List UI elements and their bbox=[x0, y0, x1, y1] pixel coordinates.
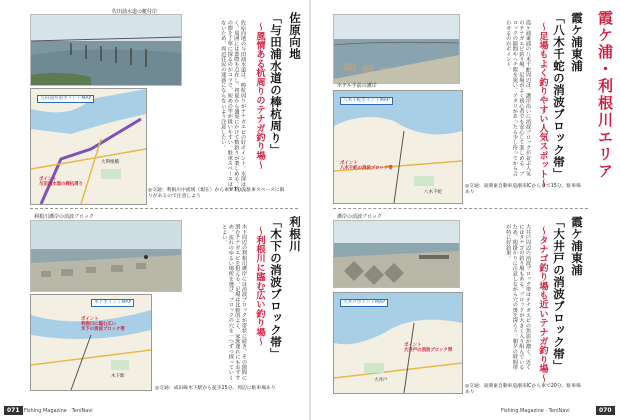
map-yagi-place: 八木千蛇 bbox=[424, 190, 442, 195]
sec1-right-subtitle: ～足場もよく釣りやすい人気スポット～ bbox=[537, 22, 548, 188]
tag-bottom-right: 護岸の消波ブロック bbox=[337, 214, 382, 220]
map-kioroshi-pin: ポイント 利根川に臨む広い 木下の消波ブロック帯 bbox=[81, 317, 125, 332]
sec2-right-area: 霞ケ浦東浦 bbox=[570, 216, 584, 276]
map-oido-pin: ポイント 大井戸の消波ブロック帯 bbox=[404, 343, 453, 353]
sec1-left-body: 佐原向地の与田浦水道は、棒杭周りがテナガエビの好ポイント。水深は浅く、周囲には葦際も点在し、初夏から盛夏にかけて数釣りが楽しめる。杭の際を丁寧に探るのがコツで、短めの竿が扱いやすい。駐車スペースは少ないため、周辺住民の迷惑にならないよう注意したい。 bbox=[220, 20, 246, 192]
map-yagi-svg bbox=[334, 91, 462, 203]
map-kioroshi-place: 木下駅 bbox=[111, 374, 125, 379]
right-page-number: 070 bbox=[596, 406, 615, 415]
sec2-right-body: 大井戸周辺の消波ブロック帯はテナガエビの魚影が濃く、近くにはタナゴの釣り場もある。ブロックが大きく入り組んでいるため、根掛かりに注意しながら穴の奥を探ろう。朝夕の時間帯が特に好釣果。 bbox=[505, 224, 531, 370]
map-yagi bbox=[333, 90, 463, 204]
sec1-left-caption: ◎交通：利根川中流域（現在）から車で7分。駐車スペースに限りがあるので注意しよう bbox=[148, 188, 285, 199]
map-kioroshi-title: 木下ポイントMAP bbox=[91, 299, 134, 307]
map-oido-place: 大井戸 bbox=[374, 378, 388, 383]
left-footer: Fishing Magazine · TeniNavi bbox=[24, 408, 93, 414]
photo-oido bbox=[333, 220, 460, 288]
left-divider bbox=[30, 208, 298, 209]
sec1-right-body: 霞ケ浦東浦の八木千蛇周辺は、護岸沿いに消波ブロックが並ぶ人気のテナガエビ釣り場。足場がよく初心者でも安心して楽しめる。ブロックの隙間やヘチ際を狙い、アタリがあったら少し待ってから合わせるのがポイント。 bbox=[505, 20, 531, 176]
tag-bottom-left: 利根川護岸の消波ブロック bbox=[34, 214, 94, 220]
sec2-left-title: 「木下の消波ブロック帯」 bbox=[269, 216, 283, 360]
sec1-left-subtitle: ～風情ある杭周りのテナガ釣り場～ bbox=[254, 22, 265, 170]
map-yagi-pin: ポイント 八木千蛇の消波ブロック帯 bbox=[340, 161, 393, 171]
photo-oido-svg bbox=[334, 221, 459, 287]
tag-top-left: 佐田浦水道の艇付岸 bbox=[112, 9, 158, 15]
map-yagi-title: 八木千蛇ポイントMAP bbox=[340, 97, 393, 105]
sec2-right-caption: ◎交通：東関東自動車道潮来ICから車で20分。駐車場あり bbox=[465, 384, 581, 395]
map-yotaura bbox=[30, 88, 147, 205]
left-page bbox=[0, 0, 309, 420]
sec1-left-title: 「与田浦水道の棒杭周り」 bbox=[269, 12, 283, 156]
map-yotaura-pin: ポイント 与田浦水道の棒杭周り bbox=[39, 177, 83, 187]
sec1-right-caption: ◎交通：東関東自動車道潮来ICから車で15分。駐車場あり bbox=[465, 184, 581, 195]
sec2-left-body: 木下周辺の利根川護岸には消波ブロックが帯状に続き、その隙間に潜むテナガエビを狙える。足場は比較的よく、家族連れにもおすすめ。流れのゆるい場所を選び、ブロックの穴を一つずつ探っていくとよい。 bbox=[221, 224, 247, 380]
right-divider bbox=[333, 208, 588, 209]
tag-top-right: ホテル手前の護岸 bbox=[337, 83, 377, 89]
sec2-left-subtitle: ～利根川に臨む広い釣り場～ bbox=[254, 226, 265, 346]
map-kioroshi-svg bbox=[31, 295, 151, 390]
photo-yagi-svg bbox=[334, 15, 459, 83]
photo-yagi bbox=[333, 14, 460, 84]
sec1-right-title: 「八木千蛇の消波ブロック帯」 bbox=[552, 12, 566, 180]
left-page-number: 071 bbox=[4, 406, 23, 415]
map-yotaura-title: 与田浦水道ポイントMAP bbox=[37, 95, 94, 103]
map-oido bbox=[333, 292, 463, 394]
map-oido-title: 大井戸ポイントMAP bbox=[340, 299, 388, 307]
sec2-left-caption: ◎交通：成田線木下駅から徒歩15分。周辺に駐車場あり bbox=[155, 386, 276, 391]
sec1-right-area: 霞ケ浦東浦 bbox=[570, 12, 584, 72]
sec2-right-subtitle: ～タナゴ釣り場も近いテナガ釣り場～ bbox=[537, 226, 548, 383]
sec1-left-area: 佐原向地 bbox=[288, 12, 302, 60]
map-kioroshi bbox=[30, 294, 152, 391]
sec2-left-area: 利根川 bbox=[288, 216, 302, 252]
sec2-right-title: 「大井戸の消波ブロック帯」 bbox=[552, 216, 566, 372]
map-yotaura-place: 大利根橋 bbox=[101, 160, 119, 165]
right-page bbox=[311, 0, 620, 420]
area-label: 霞ケ浦・利根川エリア bbox=[596, 10, 614, 180]
right-footer: Fishing Magazine · TeniNavi bbox=[501, 408, 570, 414]
